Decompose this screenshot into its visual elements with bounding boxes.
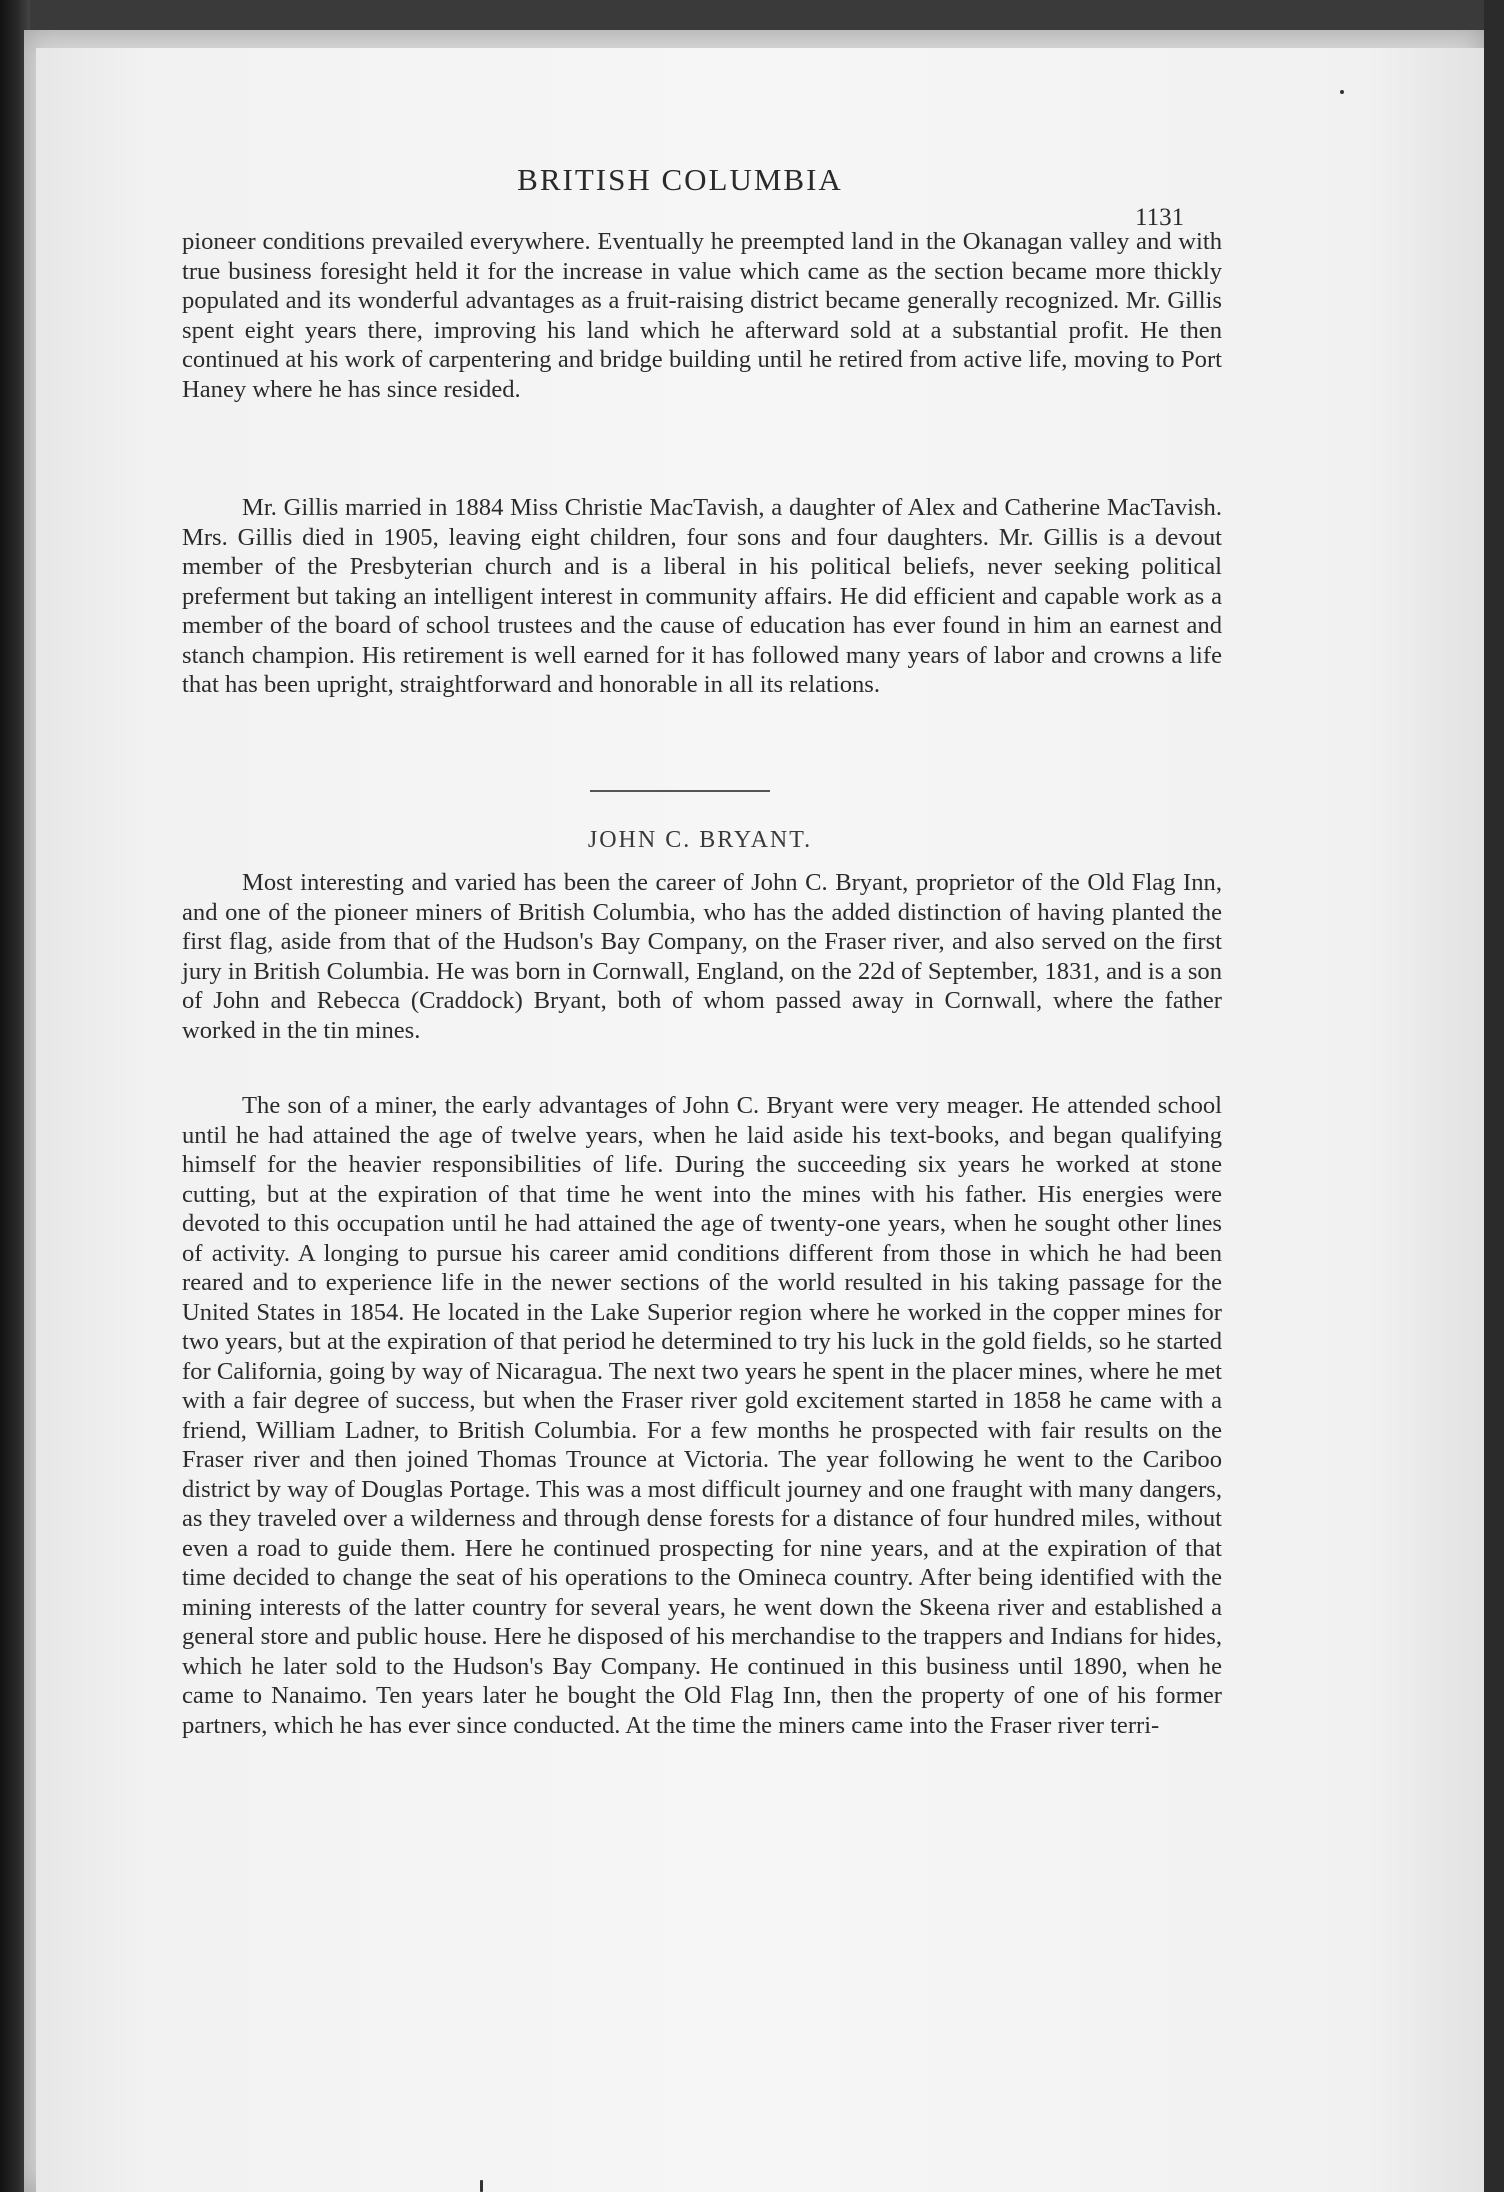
paragraph-gillis-family <box>182 493 1222 700</box>
page-number: 1131 <box>1135 204 1185 231</box>
paragraph-gillis-career <box>182 227 1222 404</box>
section-heading: JOHN C. BRYANT. <box>587 827 813 853</box>
paragraph: Most interesting and varied has been the career of John C. Bryant, proprietor of the Old Flag Inn, and one of the pioneer miners of British Columbia, who has the added distinction of having planted the first flag, aside from that of the Hudson's Bay Company, on the Fraser river, and also served on the first jury in British Columbia. He was born in Cornwall, England, on the 22d of September, 1831, and is a son of John and Rebecca (Craddock) Bryant, both of whom passed away in Cornwall, where the father worked in the tin mines. <box>182 869 1222 1044</box>
running-head: BRITISH COLUMBIA <box>517 162 843 197</box>
scan-speck <box>1340 90 1344 94</box>
paragraph-bryant-career <box>182 1091 1222 1740</box>
paragraph: Mr. Gillis married in 1884 Miss Christie MacTavish, a daughter of Alex and Catherine MacTavish. Mrs. Gillis died in 1905, leaving eight children, four sons and four daughters. Mr. Gillis is a devout member of the Presbyterian church and is a liberal in his political beliefs, never seeking political preferment but taking an intelligent interest in community affairs. He did efficient and capable work as a member of the board of school trustees and the cause of education has ever found in him an earnest and stanch champion. His retirement is well earned for it has followed many years of labor and crowns a life that has been upright, straightforward and honorable in all its relations. <box>182 494 1222 698</box>
paragraph-bryant-intro <box>182 868 1222 1045</box>
paragraph: pioneer conditions prevailed everywhere. Eventually he preempted land in the Okanagan valley and with true business foresight held it for the increase in value which came as the section became more thickly populated and its wonderful advantages as a fruit-raising district became generally recognized. Mr. Gillis spent eight years there, improving his land which he afterward sold at a substantial profit. He then continued at his work of carpentering and bridge building until he retired from active life, moving to Port Haney where he has since resided. <box>182 228 1222 403</box>
scan-speck <box>480 2180 483 2192</box>
scan-right-edge <box>1484 0 1504 2192</box>
paragraph: The son of a miner, the early advantages of John C. Bryant were very meager. He attended school until he had attained the age of twelve years, when he laid aside his text-books, and began qualifying himself for the heavier responsibilities of life. During the succeeding six years he worked at stone cutting, but at the expiration of that time he went into the mines with his father. His energies were devoted to this occupation until he had attained the age of twenty-one years, when he sought other lines of activity. A longing to pursue his career amid conditions different from those in which he had been reared and to experience life in the newer sections of the world resulted in his taking passage for the United States in 1854. He located in the Lake Superior region where he worked in the copper mines for two years, but at the expiration of that period he determined to try his luck in the gold fields, so he started for California, going by way of Nicaragua. The next two years he spent in the placer mines, where he met with a fair degree of success, but when the Fraser river gold excitement started in 1858 he came with a friend, William Ladner, to British Columbia. For a few months he prospected with fair results on the Fraser river and then joined Thomas Trounce at Victoria. The year following he went to the Cariboo district by way of Douglas Portage. This was a most difficult journey and one fraught with many dangers, as they traveled over a wilderness and through dense forests for a distance of four hundred miles, without even a road to guide them. Here he continued prospecting for nine years, and at the expiration of that time decided to change the seat of his operations to the Omineca country. After being identified with the mining interests of the latter country for several years, he went down the Skeena river and established a general store and public house. Here he disposed of his merchandise to the trappers and Indians for hides, which he later sold to the Hudson's Bay Company. He continued in this business until 1890, when he came to Nanaimo. Ten years later he bought the Old Flag Inn, then the property of one of his former partners, which he has ever since conducted. At the time the miners came into the Fraser river terri- <box>182 1092 1222 1739</box>
section-divider <box>590 790 770 792</box>
